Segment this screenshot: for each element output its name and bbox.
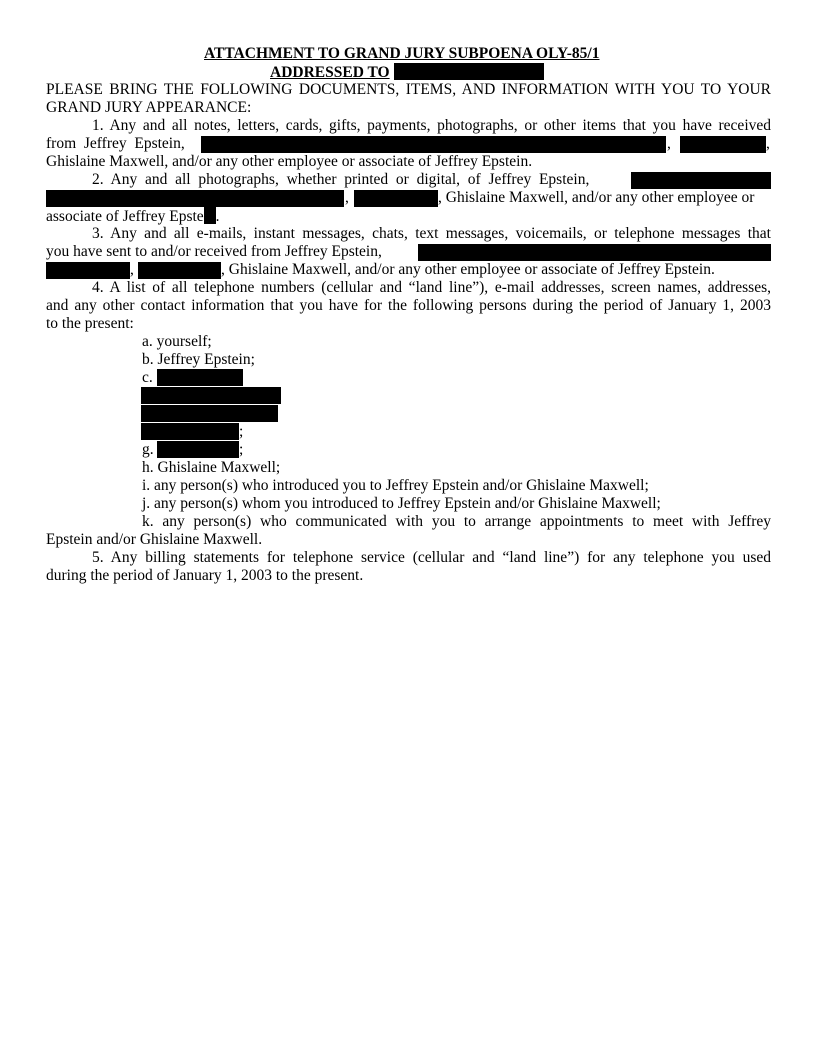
paragraph-3-line: you have sent to and/or received from Jeffrey Epstein, bbox=[46, 243, 382, 260]
redaction bbox=[141, 405, 278, 422]
redaction bbox=[46, 262, 130, 279]
paragraph-3-line: , Ghislaine Maxwell, and/or any other employee or associate of Jeffrey Epstein. bbox=[221, 261, 715, 278]
paragraph-2-text: associate of Jeffrey Epste bbox=[46, 208, 204, 225]
list-item: j. any person(s) whom you introduced to Jeffrey Epstein and/or Ghislaine Maxwell; bbox=[142, 495, 661, 512]
paragraph-1-text: from Jeffrey Epstein, bbox=[46, 135, 185, 152]
list-item: h. Ghislaine Maxwell; bbox=[142, 459, 281, 476]
list-item: a. yourself; bbox=[142, 333, 212, 350]
list-item: k. any person(s) who communicated with you to arrange appointments to meet with Jeffrey bbox=[142, 513, 771, 530]
redaction bbox=[418, 244, 771, 261]
paragraph-1-line: Ghislaine Maxwell, and/or any other employee or associate of Jeffrey Epstein. bbox=[46, 153, 533, 170]
list-item: c. bbox=[142, 369, 153, 386]
list-item: b. Jeffrey Epstein; bbox=[142, 351, 255, 368]
document-page: ATTACHMENT TO GRAND JURY SUBPOENA OLY-85/1 ADDRESSED TO PLEASE BRING THE FOLLOWING DOCUMENTS, ITEMS, AND INFORMATION WITH YOU TO YOUR GRAND JURY APPEARANCE: 1. Any and all notes, letters, cards, gifts, payments, photographs, or other items that you have received from Jeffrey Epstein, , , Ghislaine Maxwell, and/or any other employee or associate of Jeffrey Epstein. 2. Any and all photographs, whether printed or digital, of Jeffrey Epstein, , , Ghislaine Maxwell, and/or any other employee or associate of Jeffrey Epste . 3. Any and all e-mails, instant messages, chats, text messages, voicemails, or telephone messages that you have sent to and/or received from Jeffrey Epstein, , , Ghislaine Maxwell, and/or any other employee or associate of Jeffrey Epstein. 4. A list of all telephone numbers (cellular and “land line”), e-mail addresses, screen names, addresses, and any other contact information that you have for the following persons during the period of January 1, 2003 to the present: a. yourself; b. Jeffrey Epstein; c. ; g. ; h. Ghislaine Maxwell; i. any person(s) who introduced you to Jeffrey Epstein and/or Ghislaine Maxwell; j. any person(s) whom you introduced to Jeffrey Epstein and/or Ghislaine Maxwell; k. any person(s) who communicated with you to arrange appointments to meet with Jeffrey Epstein and/or Ghislaine Maxwell. 5. Any billing statements for telephone service (cellular and “land line”) for any telephone you used during the period of January 1, 2003 to the present. bbox=[46, 45, 771, 584]
paragraph-2-line: associate of Jeffrey Epste . bbox=[46, 208, 220, 225]
paragraph-3-line: 3. Any and all e-mails, instant messages, chats, text messages, voicemails, or telephone messages that bbox=[92, 225, 771, 242]
paragraph-4-line: 4. A list of all telephone numbers (cellular and “land line”), e-mail addresses, screen names, addresses, bbox=[92, 279, 771, 296]
redaction bbox=[204, 207, 216, 224]
intro-line: PLEASE BRING THE FOLLOWING DOCUMENTS, ITEMS, AND INFORMATION WITH YOU TO YOUR bbox=[46, 81, 771, 98]
redaction bbox=[157, 369, 243, 386]
paragraph-5-line: 5. Any billing statements for telephone service (cellular and “land line”) for any telephone you used bbox=[92, 549, 771, 566]
paragraph-2-line: 2. Any and all photographs, whether printed or digital, of Jeffrey Epstein, bbox=[92, 171, 590, 188]
paragraph-4-line: to the present: bbox=[46, 315, 134, 332]
list-item: g. bbox=[142, 441, 154, 458]
redaction bbox=[354, 190, 438, 207]
paragraph-1-line bbox=[46, 135, 185, 153]
redaction bbox=[46, 190, 344, 207]
redaction bbox=[141, 387, 281, 404]
intro-line: GRAND JURY APPEARANCE: bbox=[46, 99, 252, 116]
list-item: i. any person(s) who introduced you to Jeffrey Epstein and/or Ghislaine Maxwell; bbox=[142, 477, 649, 494]
redaction bbox=[201, 136, 666, 153]
paragraph-5-line: during the period of January 1, 2003 to the present. bbox=[46, 567, 364, 584]
redaction bbox=[680, 136, 766, 153]
addressed-to-label: ADDRESSED TO bbox=[270, 64, 390, 81]
redaction bbox=[138, 262, 221, 279]
addressed-to-line bbox=[270, 63, 544, 81]
redaction bbox=[631, 172, 771, 189]
paragraph-2-line: , Ghislaine Maxwell, and/or any other employee or bbox=[438, 189, 755, 206]
paragraph-4-line: and any other contact information that you have for the following persons during the period of January 1, 2003 bbox=[46, 297, 771, 314]
redaction bbox=[141, 423, 239, 440]
document-title: ATTACHMENT TO GRAND JURY SUBPOENA OLY-85/1 bbox=[204, 45, 600, 62]
list-item: Epstein and/or Ghislaine Maxwell. bbox=[46, 531, 263, 548]
paragraph-1-line: 1. Any and all notes, letters, cards, gifts, payments, photographs, or other items that you have received bbox=[92, 117, 771, 134]
redaction bbox=[157, 441, 239, 458]
redaction bbox=[394, 63, 544, 80]
